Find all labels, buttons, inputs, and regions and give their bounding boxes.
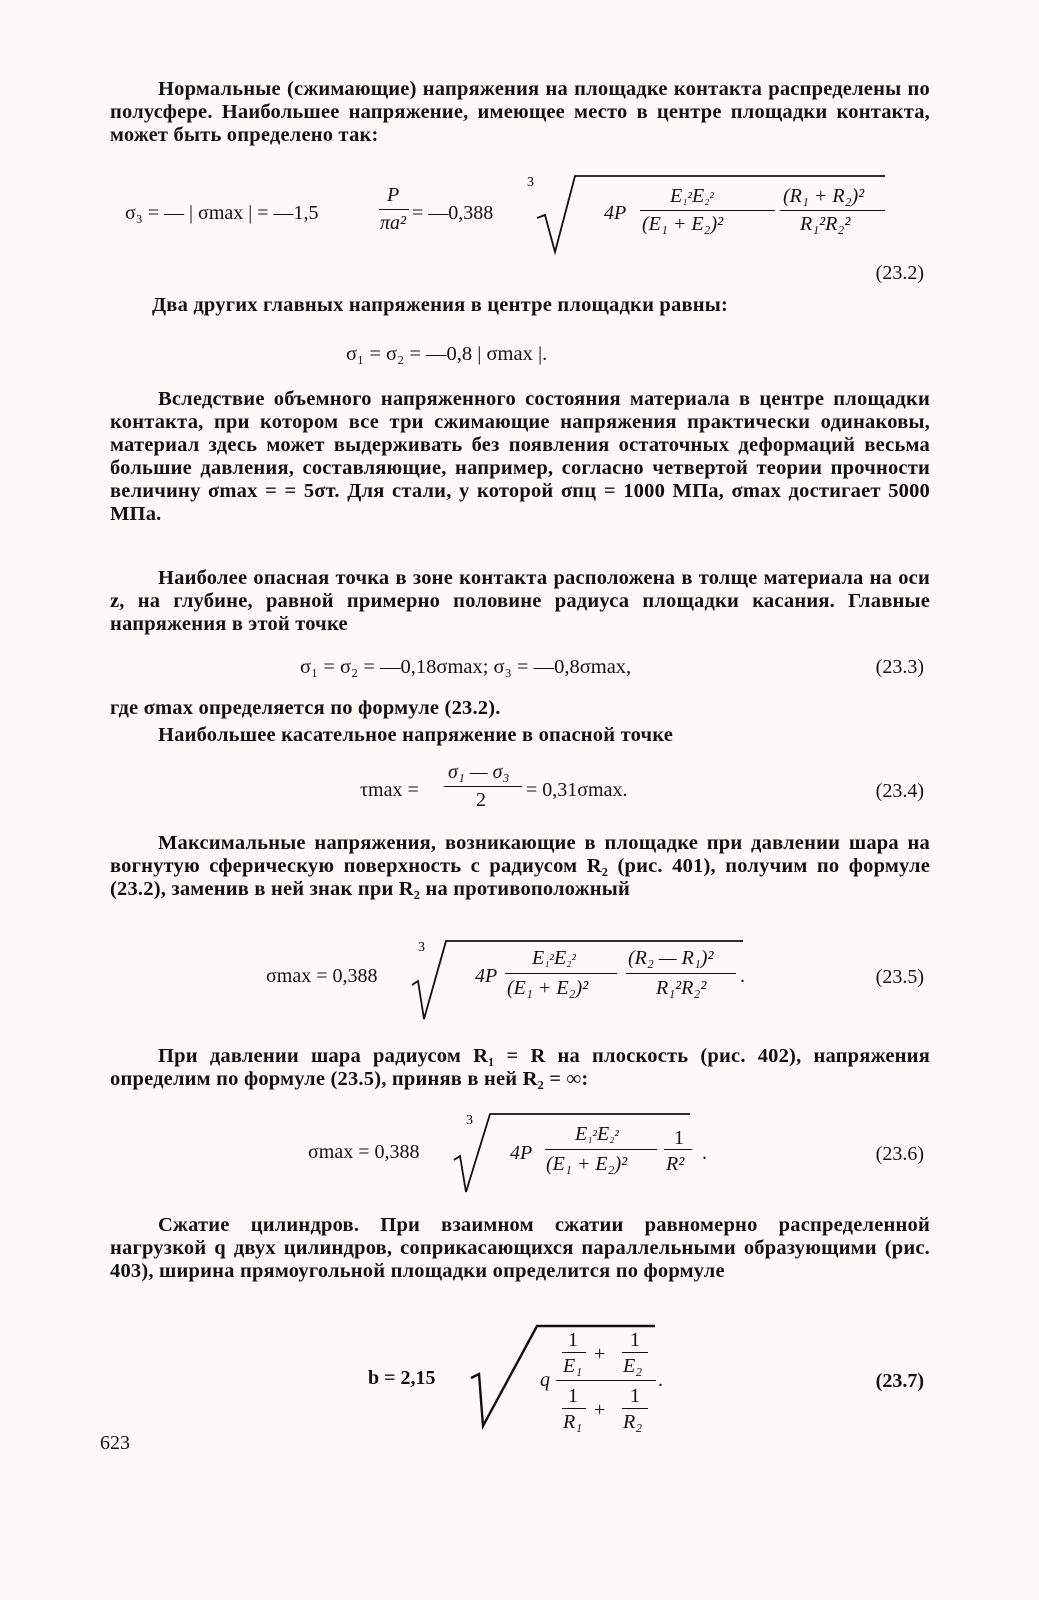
paragraph-dangerous-point: Наиболее опасная точка в зоне контакта расположена в толще материала на оси z, на глубине, равной примерно половине радиуса площадки касания. Главные напряжения в этой точке — [110, 567, 930, 635]
eq7-r1: R₁ — [563, 1411, 583, 1433]
paragraph-normal-stresses: Нормальные (сжимающие) напряжения на площадке контакта распределены по полусфере. Наибольшее напряжение, имеющее место в центре площадки контакта, может быть определено так: — [110, 78, 930, 146]
eq5-r-num: (R₂ — R₁)² — [628, 947, 714, 969]
paragraph-other-principal: Два других главных напряжения в центре площадки равны: — [152, 294, 728, 316]
eq6-4p: 4P — [510, 1142, 533, 1164]
eq7-e2: E₂ — [623, 1355, 643, 1377]
eq2-r-den: R₁²R₂² — [800, 213, 851, 235]
eq6-dot: . — [702, 1142, 707, 1164]
eq3-number: (23.3) — [875, 656, 924, 678]
eq2-e-den: (E₁ + E₂)² — [642, 213, 724, 235]
eq7-lhs: b = 2,15 — [368, 1367, 436, 1389]
eq2-lhs: σ₃ = — | σmax | = —1,5 — [125, 202, 319, 224]
svg-text:3: 3 — [418, 940, 425, 955]
page-number: 623 — [100, 1432, 130, 1454]
eq7-r2: R₂ — [623, 1411, 643, 1433]
eq6-one: 1 — [674, 1127, 684, 1149]
paragraph-max-shear: Наибольшее касательное напряжение в опасной точке — [158, 724, 674, 746]
eq2-frac-num: P — [387, 184, 400, 206]
paragraph-cylinder-compression — [110, 1214, 930, 1283]
eq4-den: 2 — [476, 789, 486, 811]
cylinder-text: При взаимном сжатии равномерно распределенной нагрузкой q двух цилиндров, соприкасающихся параллельными образующими (рис. 403), ширина прямоугольной площадки определится по формуле — [110, 1214, 930, 1282]
eq7-n2: 1 — [630, 1329, 640, 1351]
eq6-e-bar — [545, 1149, 657, 1150]
eq5-e-den: (E₁ + E₂)² — [507, 977, 589, 999]
eq7-q: q — [540, 1369, 550, 1391]
equation-sigma12: σ₁ = σ₂ = —0,8 | σmax |. — [346, 343, 548, 365]
eq7-plus-a: + — [594, 1343, 606, 1365]
eq7-d1: 1 — [568, 1385, 578, 1407]
paragraph-concave-surface: Максимальные напряжения, возникающие в площадке при давлении шара на вогнутую сферическую поверхность с радиусом R₂ (рис. 401), получим по формуле (23.2), заменив в ней знак при R₂ на противоположный — [110, 832, 930, 900]
cylinder-heading: Сжатие цилиндров. — [158, 1214, 360, 1236]
eq7-plus-b: + — [594, 1399, 606, 1421]
eq6-number: (23.6) — [875, 1143, 924, 1165]
eq7-bar-b — [622, 1352, 648, 1353]
eq7-main-bar — [556, 1380, 656, 1381]
eq2-mid: = —0,388 — [412, 202, 494, 224]
eq2-r-num: (R₁ + R₂)² — [783, 185, 865, 207]
eq6-e-den: (E₁ + E₂)² — [546, 1153, 628, 1175]
eq2-number: (23.2) — [875, 262, 924, 284]
eq4-bar — [444, 786, 522, 787]
eq4-number: (23.4) — [875, 780, 924, 802]
eq5-r-bar — [626, 973, 736, 974]
paragraph-where-sigma-max: где σmax определяется по формуле (23.2). — [110, 697, 501, 719]
eq5-e-num: E₁²E₂² — [532, 947, 576, 969]
eq5-r-den: R₁²R₂² — [656, 977, 707, 999]
eq2-frac-bar — [379, 209, 409, 210]
eq7-n1: 1 — [568, 1329, 578, 1351]
eq2-e-bar — [640, 210, 775, 211]
paragraph-volumetric-state: Вследствие объемного напряженного состояния материала в центре площадки контакта, при котором все три сжимающие напряжения практически одинаковы, материал здесь может выдерживать без появления остаточных деформаций весьма большие давления, составляющие, например, согласно четвертой теории прочности величину σmax = = 5σт. Для стали, у которой σпц = 1000 МПа, σmax достигает 5000 МПа. — [110, 388, 930, 525]
eq5-4p: 4P — [475, 965, 498, 987]
eq7-e1: E₁ — [563, 1355, 583, 1377]
eq2-4p: 4P — [604, 202, 627, 224]
eq6-r-bar — [664, 1149, 692, 1150]
eq6-r-den: R² — [666, 1153, 685, 1175]
eq4-rhs: = 0,31σmax. — [526, 779, 628, 801]
paragraph-sphere-on-plane: При давлении шара радиусом R₁ = R на плоскость (рис. 402), напряжения определим по формуле (23.5), приняв в ней R₂ = ∞: — [110, 1045, 930, 1090]
equation-23-3: σ₁ = σ₂ = —0,18σmax; σ₃ = —0,8σmax, — [300, 656, 632, 678]
eq7-bar-c — [562, 1408, 586, 1409]
svg-text:3: 3 — [466, 1113, 473, 1128]
eq7-number: (23.7) — [875, 1370, 924, 1392]
eq2-r-bar — [780, 210, 885, 211]
eq7-bar-d — [622, 1408, 648, 1409]
eq4-lhs: τmax = — [360, 779, 419, 801]
eq2-frac-den: πa² — [380, 212, 407, 234]
eq7-d2: 1 — [630, 1385, 640, 1407]
eq6-e-num: E₁²E₂² — [575, 1123, 619, 1145]
eq7-dot: . — [658, 1369, 663, 1391]
eq2-e-num: E₁²E₂² — [670, 185, 714, 207]
eq6-lhs: σmax = 0,388 — [308, 1141, 420, 1163]
eq5-e-bar — [505, 973, 617, 974]
eq5-lhs: σmax = 0,388 — [266, 965, 378, 987]
eq5-dot: . — [740, 965, 745, 987]
eq7-bar-a — [562, 1352, 586, 1353]
eq5-number: (23.5) — [875, 966, 924, 988]
svg-text:3: 3 — [527, 175, 534, 190]
eq4-num: σ₁ — σ₃ — [448, 761, 510, 783]
